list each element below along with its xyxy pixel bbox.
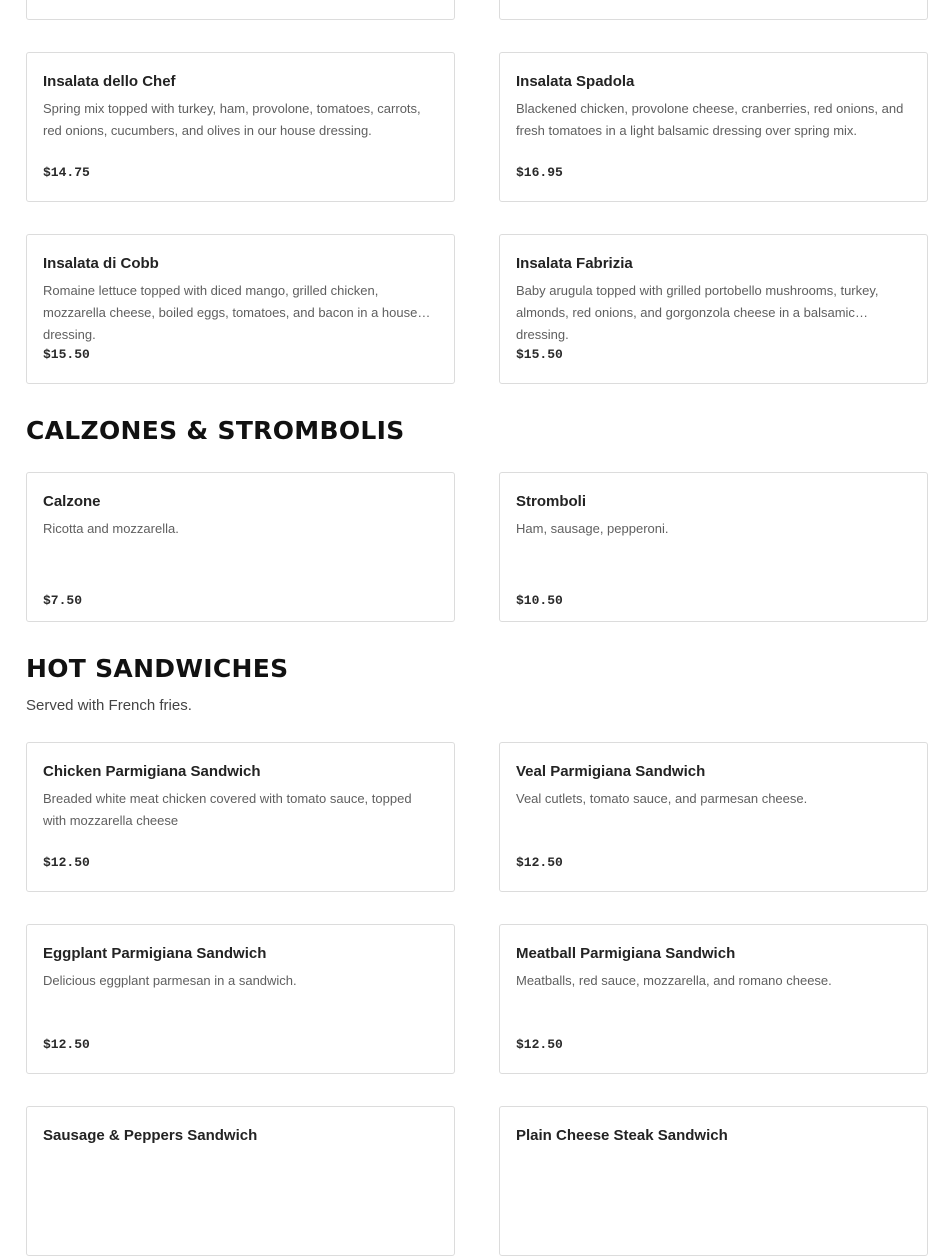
menu-item-card[interactable]	[499, 924, 928, 1074]
section-title-hot-sandwiches: HOT SANDWICHES	[26, 654, 289, 683]
item-description: Ricotta and mozzarella.	[43, 521, 179, 536]
item-name: Insalata Fabrizia	[516, 255, 633, 272]
item-description: Romaine lettuce topped with diced mango, grilled chicken, mozzarella cheese, boiled eggs, tomatoes, and bacon in a house dressing.	[43, 283, 418, 342]
item-name: Insalata di Cobb	[43, 255, 159, 272]
menu-item-card[interactable]	[26, 742, 455, 892]
menu-item-card[interactable]	[26, 924, 455, 1074]
item-price: $15.50	[43, 347, 90, 362]
menu-item-card[interactable]	[26, 1106, 455, 1256]
item-price: $7.50	[43, 593, 83, 608]
item-name: Plain Cheese Steak Sandwich	[516, 1127, 728, 1144]
item-price: $12.50	[43, 855, 90, 870]
item-price: $12.50	[516, 1037, 563, 1052]
item-price: $15.50	[516, 347, 563, 362]
item-name: Chicken Parmigiana Sandwich	[43, 763, 261, 780]
item-name: Calzone	[43, 493, 101, 510]
menu-item-card[interactable]	[499, 52, 928, 202]
menu-item-card-partial[interactable]	[26, 0, 455, 20]
item-price: $10.50	[516, 593, 563, 608]
item-description: Blackened chicken, provolone cheese, cranberries, red onions, and fresh tomatoes in a light balsamic dressing over spring mix.	[516, 101, 904, 138]
menu-item-card[interactable]	[26, 234, 455, 384]
item-description: Delicious eggplant parmesan in a sandwich.	[43, 973, 297, 988]
item-name: Veal Parmigiana Sandwich	[516, 763, 706, 780]
section-subtitle: Served with French fries.	[26, 697, 192, 714]
item-price: $12.50	[516, 855, 563, 870]
item-description: Baby arugula topped with grilled portobello mushrooms, turkey, almonds, red onions, and gorgonzola cheese in a balsamic dressing.	[516, 283, 879, 342]
item-name: Meatball Parmigiana Sandwich	[516, 945, 736, 962]
menu-item-card-partial[interactable]	[499, 0, 928, 20]
item-name: Stromboli	[516, 493, 586, 510]
section-title-calzones: CALZONES & STROMBOLIS	[26, 416, 405, 445]
item-description: Spring mix topped with turkey, ham, provolone, tomatoes, carrots, red onions, cucumbers, and olives in our house dressing.	[43, 101, 421, 138]
item-description: Meatballs, red sauce, mozzarella, and romano cheese.	[516, 973, 832, 988]
item-price: $16.95	[516, 165, 563, 180]
item-price: $14.75	[43, 165, 90, 180]
item-name: Eggplant Parmigiana Sandwich	[43, 945, 267, 962]
menu-item-card[interactable]	[499, 742, 928, 892]
menu-item-card[interactable]	[26, 472, 455, 622]
menu-item-card[interactable]	[499, 234, 928, 384]
item-description: Breaded white meat chicken covered with tomato sauce, topped with mozzarella cheese	[43, 791, 412, 828]
item-description: Ham, sausage, pepperoni.	[516, 521, 669, 536]
item-name: Sausage & Peppers Sandwich	[43, 1127, 258, 1144]
menu-item-card[interactable]	[499, 472, 928, 622]
item-name: Insalata Spadola	[516, 73, 635, 90]
item-description: Veal cutlets, tomato sauce, and parmesan cheese.	[516, 791, 808, 806]
menu-item-card[interactable]	[499, 1106, 928, 1256]
item-price: $12.50	[43, 1037, 90, 1052]
menu-item-card[interactable]	[26, 52, 455, 202]
item-name: Insalata dello Chef	[43, 73, 176, 90]
